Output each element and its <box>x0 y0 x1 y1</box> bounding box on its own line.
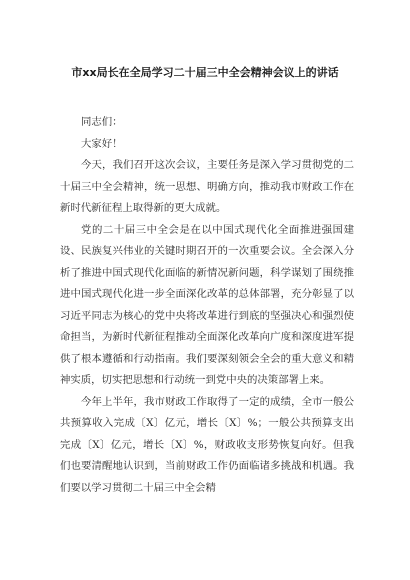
paragraph: 党的二十届三中全会是在以中国式现代化全面推进强国建设、民族复兴伟业的关键时期召开的一次重要会议。全会深入分析了推进中国式现代化面临的新情况新问题，科学谋划了围绕推进中国式现代化进一步全面深化改革的总体部署，充分彰显了以习近平同志为核心的党中央将改革进行到底的坚强决心和强烈使命担当，为新时代新征程推动全面深化改革向广度和深度进军提供了根本遵循和行动指南。我们要深刻领会全会的重大意义和精神实质，切实把思想和行动统一到党中央的决策部署上来。 <box>60 223 354 386</box>
paragraph: 今天，我们召开这次会议，主要任务是深入学习贯彻党的二十届三中全会精神，统一思想、明确方向，推动我市财政工作在新时代新征程上取得新的更大成就。 <box>60 159 354 214</box>
document-body <box>60 112 354 499</box>
paragraph: 今年上半年，我市财政工作取得了一定的成绩，全市一般公共预算收入完成〔X〕亿元，增长〔X〕%；一般公共预算支出完成〔X〕亿元，增长〔X〕%，财政收支形势恢复向好。但我们也要清醒地认识到，当前财政工作仍面临诸多挑战和机遇。我们要以学习贯彻二十届三中全会精 <box>60 395 354 494</box>
salutation: 同志们： <box>81 116 123 128</box>
document-title: 市xx局长在全局学习二十届三中全会精神会议上的讲话 <box>71 66 339 79</box>
greeting: 大家好！ <box>81 137 123 150</box>
